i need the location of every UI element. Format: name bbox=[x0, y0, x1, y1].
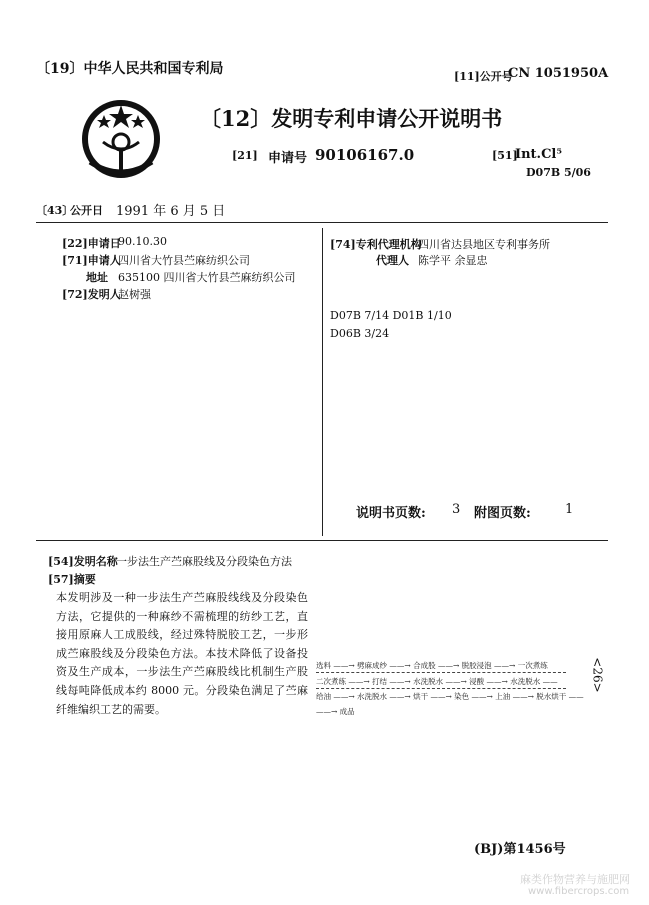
watermark-url: www.fibercrops.com bbox=[528, 886, 630, 897]
fig-pages-label: 附图页数: bbox=[474, 506, 531, 521]
classification-line-1: D07B 7/14 D01B 1/10 bbox=[330, 309, 452, 322]
flow-divider-2 bbox=[316, 688, 566, 689]
intcl-label: Int.Cl⁵ bbox=[515, 147, 563, 162]
pub-no: CN 1051950A bbox=[508, 66, 609, 81]
fig-pages-value: 1 bbox=[565, 502, 574, 517]
intcl-value: D07B 5/06 bbox=[526, 166, 591, 179]
office-emblem-icon bbox=[78, 96, 164, 178]
flow-row-2: 二次煮练 ——→ 打结 ——→ 水洗脱水 ——→ 浸酸 ——→ 水洗脱水 —— bbox=[316, 677, 558, 686]
address: 635100 四川省大竹县苎麻纺织公司 bbox=[118, 271, 296, 284]
pubdate: 1991 年 6 月 5 日 bbox=[116, 204, 226, 219]
column-divider bbox=[322, 228, 323, 536]
filing-date: 90.10.30 bbox=[118, 235, 167, 248]
agent-label: 代理人 bbox=[376, 254, 409, 267]
desc-pages-value: 3 bbox=[452, 502, 461, 517]
classification-line-2: D06B 3/24 bbox=[330, 327, 390, 340]
pubdate-label: 公开日 bbox=[70, 204, 103, 217]
abstract-text: 本发明涉及一种一步法生产苎麻股线线及分段染色方法，它提供的一种麻纱不需梳理的纺纱工艺，直接用原麻人工成股线，经过殊特脱胶工艺，一步形成苎麻股线及分段染色方法。本技术降低了设备投资及生产成本，一步法生产苎麻股线比机制生产股线每吨降低成本约 8000 元。分段染色满足了苎麻纤维编织工艺的需要。 bbox=[56, 591, 308, 716]
agency-label: [74]专利代理机构 bbox=[330, 238, 422, 251]
watermark-cn: 麻类作物营养与施肥网 bbox=[520, 873, 630, 886]
document-type: 〔12〕发明专利申请公开说明书 bbox=[200, 106, 503, 131]
app-no-label: 申请号 bbox=[268, 151, 308, 166]
header-divider bbox=[36, 222, 608, 223]
inventor-label: [72]发明人 bbox=[62, 288, 121, 301]
pubdate-code: 〔43〕 bbox=[36, 204, 74, 217]
filing-date-label: [22]申请日 bbox=[62, 237, 121, 250]
address-label: 地址 bbox=[86, 271, 108, 284]
invention-title: 一步法生产苎麻股线及分段染色方法 bbox=[116, 555, 292, 568]
agency: 四川省达县地区专利事务所 bbox=[418, 238, 550, 251]
inventor: 赵树强 bbox=[118, 288, 151, 301]
flow-row-1: 选料 ——→ 劈麻成纱 ——→ 合成股 ——→ 脱胶浸泡 ——→ 一次煮练 bbox=[316, 661, 548, 670]
flow-row-4: ——→ 成品 bbox=[316, 707, 355, 716]
desc-pages-label: 说明书页数: bbox=[356, 506, 426, 521]
side-page-number: <26> bbox=[590, 657, 605, 693]
footer-number: (BJ)第1456号 bbox=[474, 842, 566, 857]
app-no-code: [21] bbox=[232, 149, 258, 162]
agents: 陈学平 余显忠 bbox=[418, 254, 488, 267]
app-no: 90106167.0 bbox=[315, 146, 415, 164]
office-name: 〔19〕中华人民共和国专利局 bbox=[36, 61, 224, 77]
applicant: 四川省大竹县苎麻纺织公司 bbox=[118, 254, 250, 267]
intcl-code: [51] bbox=[492, 149, 518, 162]
pub-no-label: [11]公开号 bbox=[454, 70, 513, 83]
abstract-label: [57]摘要 bbox=[48, 573, 96, 586]
flow-row-3: 给油 ——→ 水洗脱水 ——→ 烘干 ——→ 染色 ——→ 上油 ——→ 脱水烘干 —— bbox=[316, 692, 584, 701]
flow-divider-1 bbox=[316, 672, 566, 673]
section-divider bbox=[36, 540, 608, 541]
title-label: [54]发明名称 bbox=[48, 555, 118, 568]
applicant-label: [71]申请人 bbox=[62, 254, 121, 267]
